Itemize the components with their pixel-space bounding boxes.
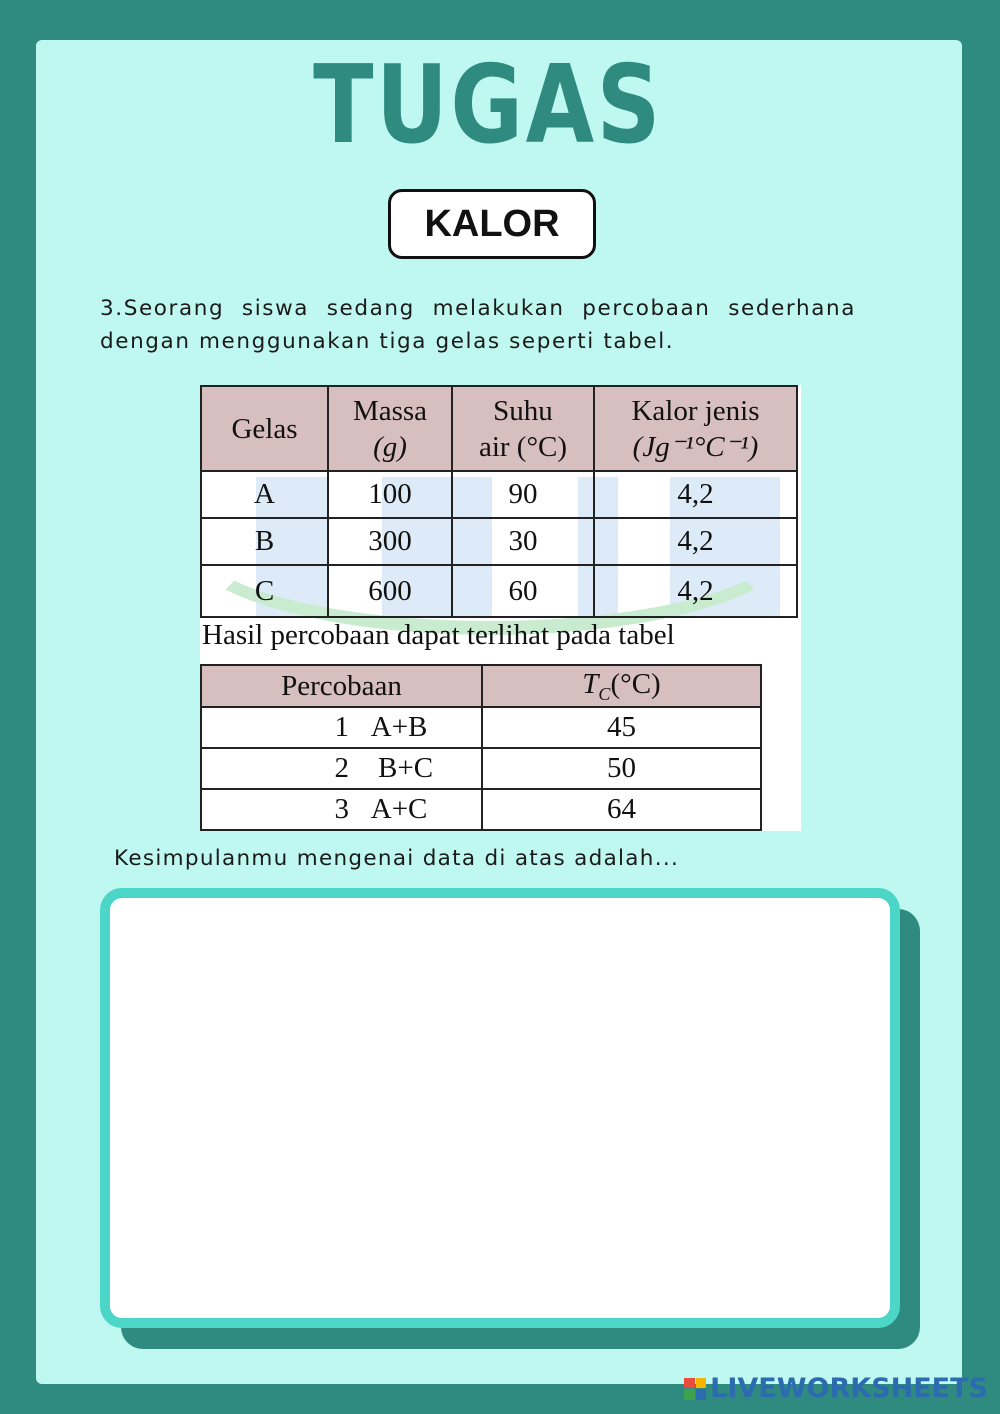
cell-massa: 600 [328, 565, 452, 617]
header-massa: Massa (g) [328, 386, 452, 471]
cell-suhu: 90 [452, 471, 594, 518]
table-row [201, 707, 761, 748]
table-header-row [201, 386, 797, 471]
subject-badge: KALOR [388, 189, 596, 259]
cell-suhu: 60 [452, 565, 594, 617]
table-row [201, 518, 797, 565]
problem-figure [200, 385, 801, 831]
table-row [201, 471, 797, 518]
cell-kalor: 4,2 [594, 565, 797, 617]
liveworksheets-logo-icon [684, 1378, 706, 1400]
header-percobaan: Percobaan [201, 665, 482, 707]
answer-textbox[interactable] [100, 888, 900, 1328]
table-row [201, 565, 797, 617]
results-caption: Hasil percobaan dapat terlihat pada tabel [202, 619, 675, 651]
worksheet-title: TUGAS [313, 43, 663, 168]
header-suhu: Suhu air (°C) [452, 386, 594, 471]
cell-suhu: 30 [452, 518, 594, 565]
header-kalor-jenis: Kalor jenis (Jg⁻¹°C⁻¹) [594, 386, 797, 471]
cell-tc: 64 [482, 789, 761, 830]
logo-square [696, 1378, 707, 1389]
cell-massa: 300 [328, 518, 452, 565]
cell-kalor: 4,2 [594, 471, 797, 518]
conclusion-prompt: Kesimpulanmu mengenai data di atas adalah... [114, 846, 680, 871]
liveworksheets-brand [684, 1373, 988, 1404]
header-gelas: Gelas [201, 386, 328, 471]
cell-kalor: 4,2 [594, 518, 797, 565]
question-text: 3.Seorang siswa sedang melakukan percobaan sederhana dengan menggunakan tiga gelas seperti tabel. [100, 296, 856, 354]
cell-gelas: B [201, 518, 328, 565]
brand-name: LIVEWORKSHEETS [710, 1373, 988, 1404]
cell-massa: 100 [328, 471, 452, 518]
logo-square [696, 1389, 707, 1400]
cell-tc: 50 [482, 748, 761, 789]
cell-percobaan: 1 A+B [201, 707, 482, 748]
cell-percobaan: 2 B+C [201, 748, 482, 789]
table-row [201, 748, 761, 789]
cell-percobaan: 3 A+C [201, 789, 482, 830]
header-tc: $T_C(^\circ C)$ [482, 665, 761, 707]
glass-data-table [200, 385, 798, 618]
cell-tc: 45 [482, 707, 761, 748]
cell-gelas: C [201, 565, 328, 617]
table-row [201, 789, 761, 830]
table-header-row [201, 665, 761, 707]
logo-square [684, 1378, 695, 1389]
results-table [200, 664, 762, 831]
logo-square [684, 1389, 695, 1400]
cell-gelas: A [201, 471, 328, 518]
